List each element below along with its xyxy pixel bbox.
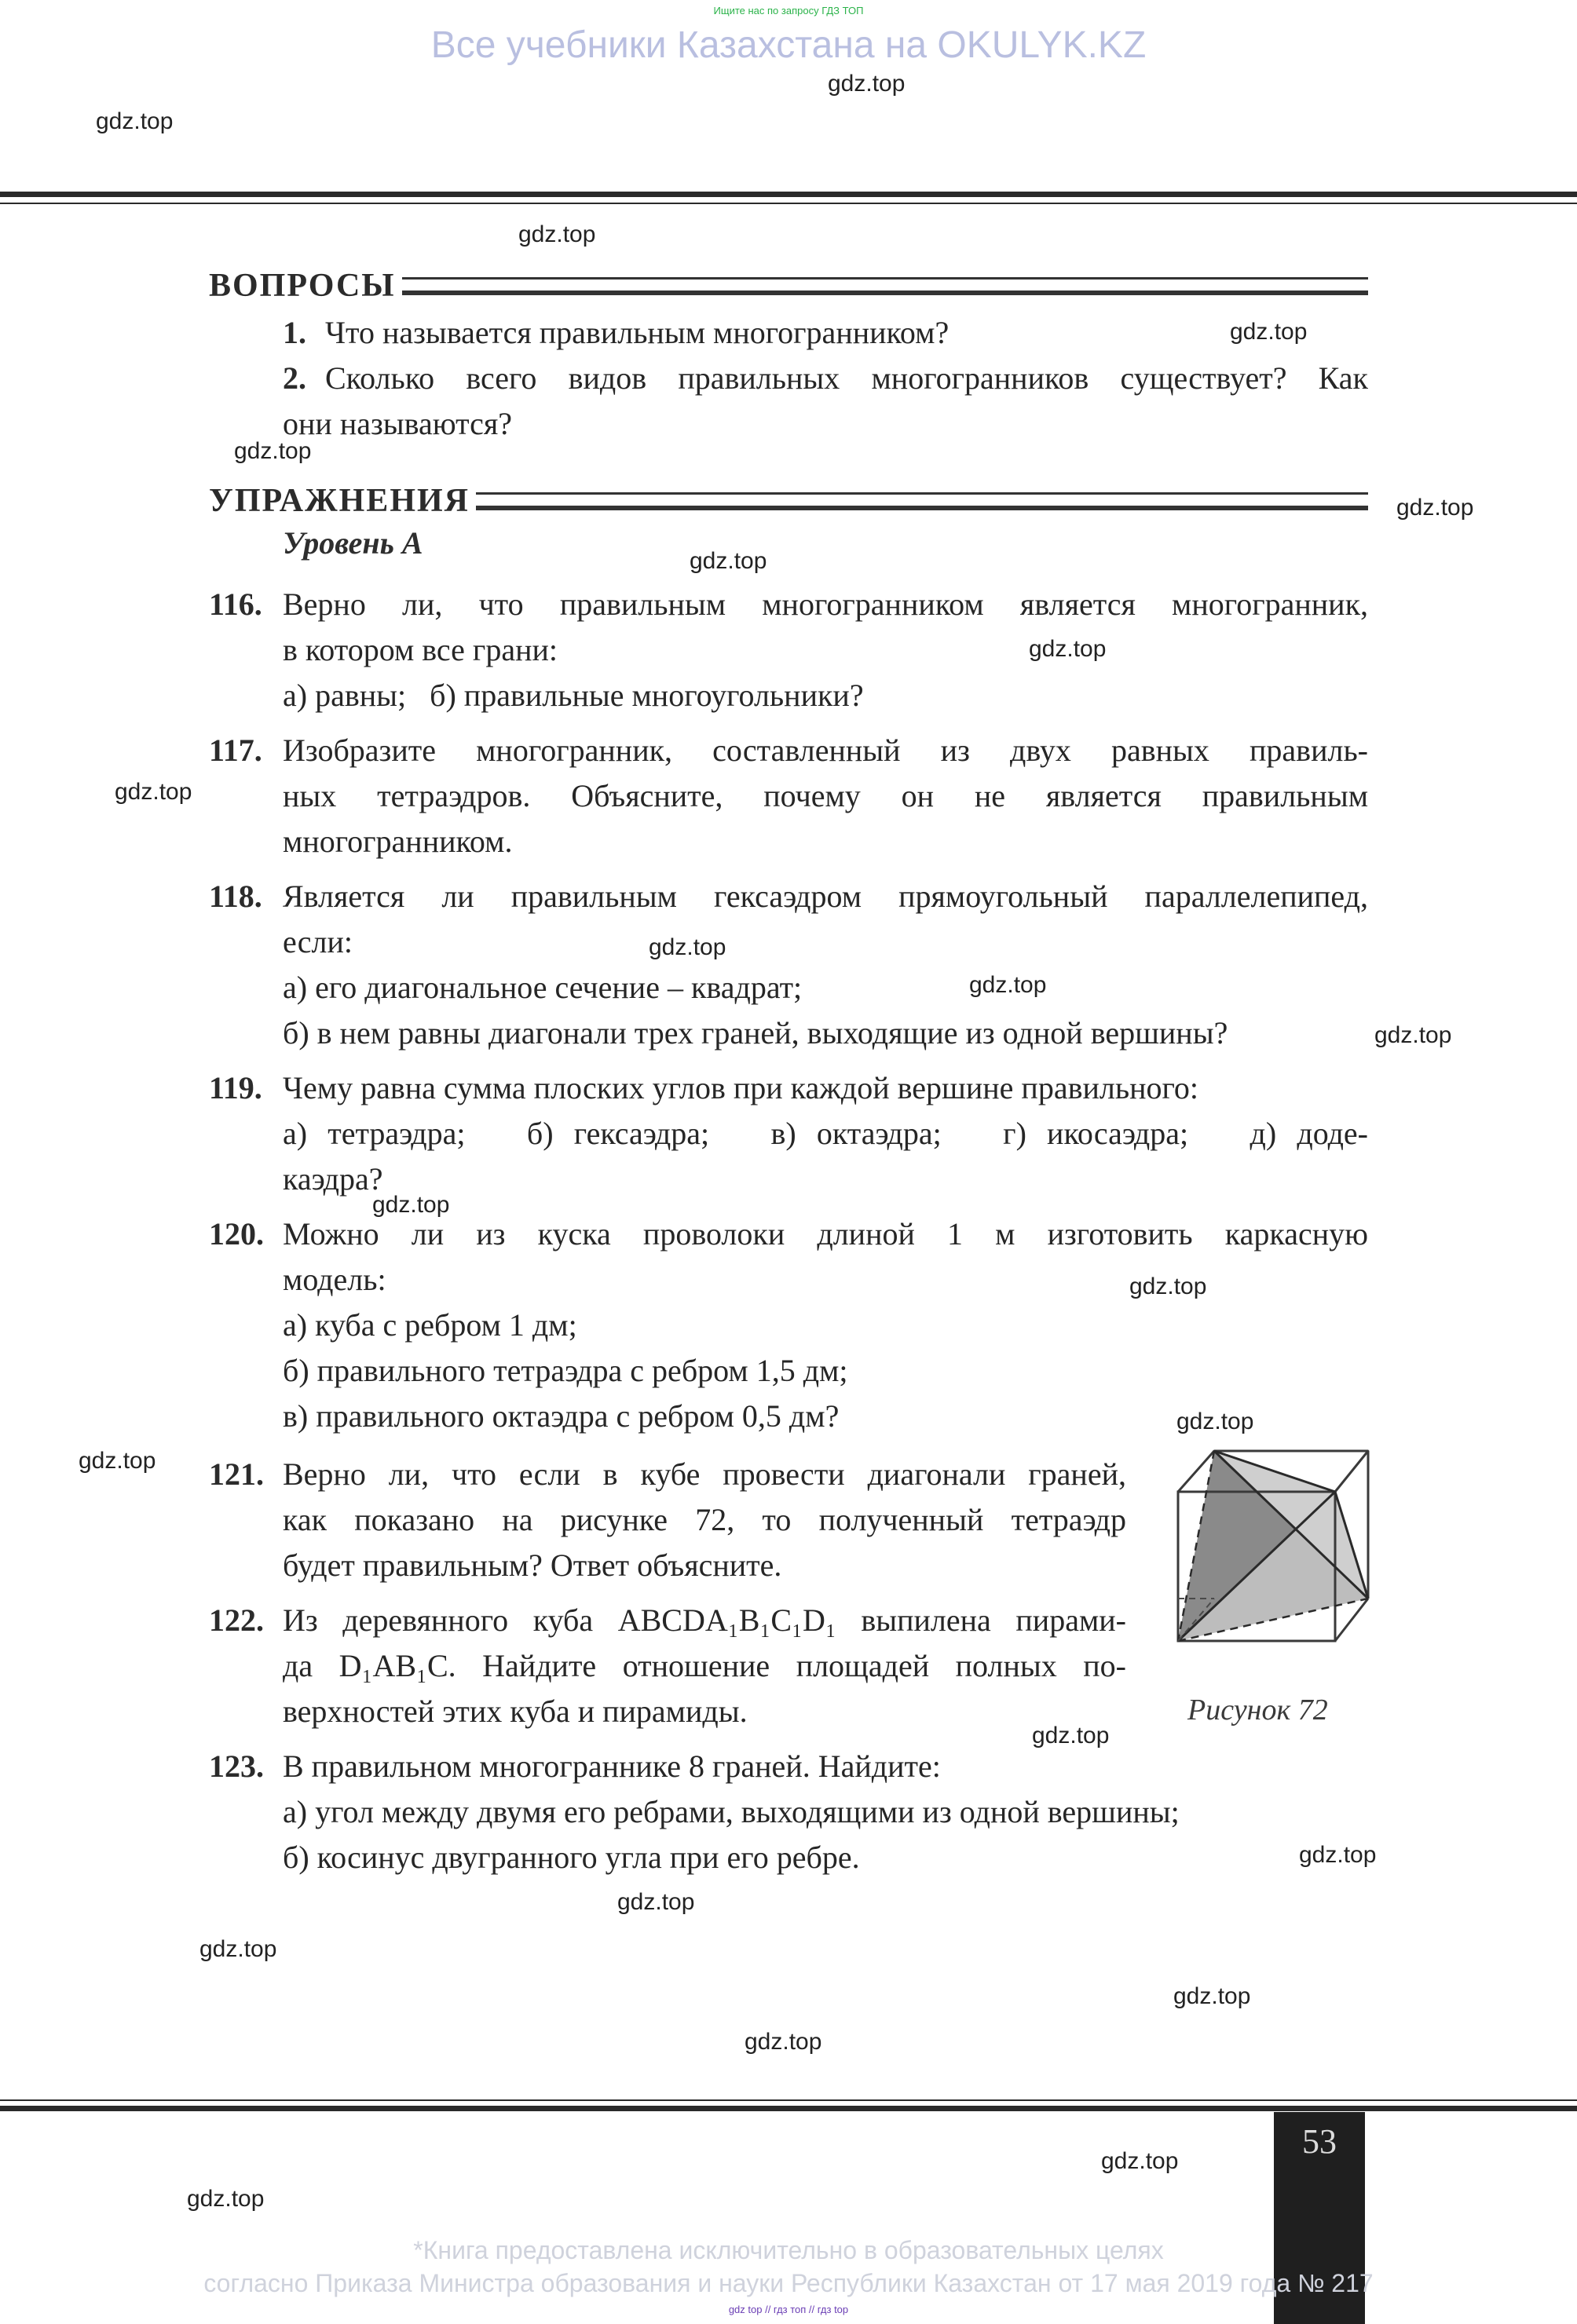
figure-caption: Рисунок 72: [1187, 1694, 1328, 1727]
exercise-text: да D₁AB₁C. Найдите отношение площадей полных по-: [283, 1648, 1126, 1683]
watermark: gdz.top: [1374, 1022, 1452, 1048]
watermark: gdz.top: [745, 2029, 822, 2055]
exercise-text: будет правильным? Ответ объясните.: [283, 1548, 782, 1583]
exercise-text: б) в нем равны диагонали трех граней, выходящие из одной вершины?: [283, 1015, 1228, 1051]
exercise-text: Верно ли, что правильным многогранником является многогранник,: [283, 586, 1368, 622]
exercise-number: 118.: [209, 879, 262, 914]
exercise-number: 119.: [209, 1070, 262, 1105]
exercise-text: б) правильного тетраэдра с ребром 1,5 дм;: [283, 1353, 848, 1388]
question-text: Сколько всего видов правильных многогранников существует? Как: [325, 360, 1368, 396]
watermark: gdz.top: [115, 779, 192, 805]
exercise-number: 122.: [209, 1602, 264, 1638]
page-number: 53: [1302, 2122, 1337, 2161]
exercise-number: 116.: [209, 586, 262, 622]
exercise-text: а) равны; б) правильные многоугольники?: [283, 678, 864, 713]
exercise-text: а) куба с ребром 1 дм;: [283, 1307, 577, 1343]
exercise-text: ных тетраэдров. Объясните, почему он не является правильным: [283, 778, 1368, 813]
exercise-text: Изобразите многогранник, составленный из двух равных правиль-: [283, 733, 1368, 768]
question-text: Что называется правильным многогранником?: [325, 315, 949, 350]
exercise-text: Из деревянного куба ABCDA₁B₁C₁D₁ выпилена пирами-: [283, 1602, 1126, 1638]
exercise-number: 123.: [209, 1748, 264, 1784]
exercise-text: а) его диагональное сечение – квадрат;: [283, 970, 803, 1005]
questions-heading: [209, 267, 1368, 305]
exercise-text: В правильном многограннике 8 граней. Найдите:: [283, 1748, 941, 1784]
exercise-text: в) правильного октаэдра с ребром 0,5 дм?: [283, 1398, 840, 1434]
exercises-heading-text: УПРАЖНЕНИЯ: [209, 483, 470, 519]
watermark: gdz.top: [1176, 1409, 1254, 1434]
watermark: gdz.top: [1101, 2148, 1179, 2174]
watermark: gdz.top: [518, 221, 596, 247]
exercise-text: а) угол между двумя его ребрами, выходящими из одной вершины;: [283, 1794, 1180, 1829]
question-text: они называются?: [283, 406, 512, 441]
watermark: gdz.top: [372, 1192, 450, 1218]
questions-heading-text: ВОПРОСЫ: [209, 268, 396, 304]
watermark: gdz.top: [1230, 319, 1308, 345]
watermark: gdz.top: [199, 1936, 277, 1962]
exercise-text: б) косинус двугранного угла при его ребре.: [283, 1840, 860, 1875]
exercise-text: Можно ли из куска проволоки длиной 1 м изготовить каркасную: [283, 1216, 1368, 1252]
watermark: gdz.top: [828, 71, 906, 97]
question-number: 1.: [283, 315, 306, 350]
exercise-text: каэдра?: [283, 1161, 383, 1197]
exercise-number: 120.: [209, 1216, 264, 1252]
watermark: gdz.top: [1396, 495, 1474, 521]
heading-rule: [402, 277, 1368, 295]
site-title: Все учебники Казахстана на OKULYK.KZ: [430, 24, 1147, 66]
top-rule-thin: [0, 203, 1577, 204]
watermark: gdz.top: [1032, 1723, 1110, 1748]
watermark: gdz.top: [79, 1448, 156, 1474]
exercise-number: 117.: [209, 733, 262, 768]
exercise-text: а) тетраэдра; б) гексаэдра; в) октаэдра; г) икосаэдра; д) доде-: [283, 1116, 1368, 1151]
bottom-rule-thin: [0, 2099, 1577, 2101]
watermark: gdz.top: [1299, 1842, 1377, 1868]
level-label: Уровень А: [283, 525, 423, 561]
footer-note-line-2: согласно Приказа Министра образования и науки Республики Казахстан от 17 мая 2019 года № 217: [203, 2269, 1374, 2297]
exercise-text: верхностей этих куба и пирамиды.: [283, 1694, 748, 1729]
watermark: gdz.top: [617, 1889, 695, 1915]
watermark: gdz.top: [96, 108, 174, 134]
exercise-text: в котором все грани:: [283, 632, 558, 667]
watermark: gdz.top: [1129, 1273, 1207, 1299]
exercise-text: Является ли правильным гексаэдром прямоугольный параллелепипед,: [283, 879, 1368, 914]
top-note: Ищите нас по запросу ГДЗ ТОП: [713, 5, 864, 16]
watermark: gdz.top: [1029, 636, 1107, 662]
top-rule-thick: [0, 192, 1577, 197]
watermark: gdz.top: [649, 934, 726, 960]
watermark: gdz.top: [187, 2186, 265, 2212]
exercise-text: модель:: [283, 1262, 386, 1297]
heading-rule: [476, 492, 1368, 510]
watermark: gdz.top: [690, 548, 767, 574]
exercise-text: Чему равна сумма плоских углов при каждой вершине правильного:: [283, 1070, 1198, 1105]
exercise-text: как показано на рисунке 72, то полученный тетраэдр: [283, 1502, 1126, 1537]
watermark: gdz.top: [969, 972, 1047, 998]
exercise-number: 121.: [209, 1456, 264, 1492]
question-number: 2.: [283, 360, 306, 396]
footer-note-line-3: gdz top // гдз топ // гдз top: [728, 2304, 849, 2315]
cube-tetrahedron-figure: [1162, 1445, 1374, 1712]
exercise-text: Верно ли, что если в кубе провести диагонали граней,: [283, 1456, 1126, 1492]
exercise-text: многогранником.: [283, 824, 513, 859]
watermark: gdz.top: [234, 438, 312, 464]
exercises-heading: [209, 482, 1368, 520]
exercise-text: если:: [283, 924, 353, 959]
bottom-rule-thick: [0, 2106, 1577, 2111]
footer-note-line-1: *Книга предоставлена исключительно в образовательных целях: [413, 2236, 1164, 2264]
watermark: gdz.top: [1173, 1983, 1251, 2009]
